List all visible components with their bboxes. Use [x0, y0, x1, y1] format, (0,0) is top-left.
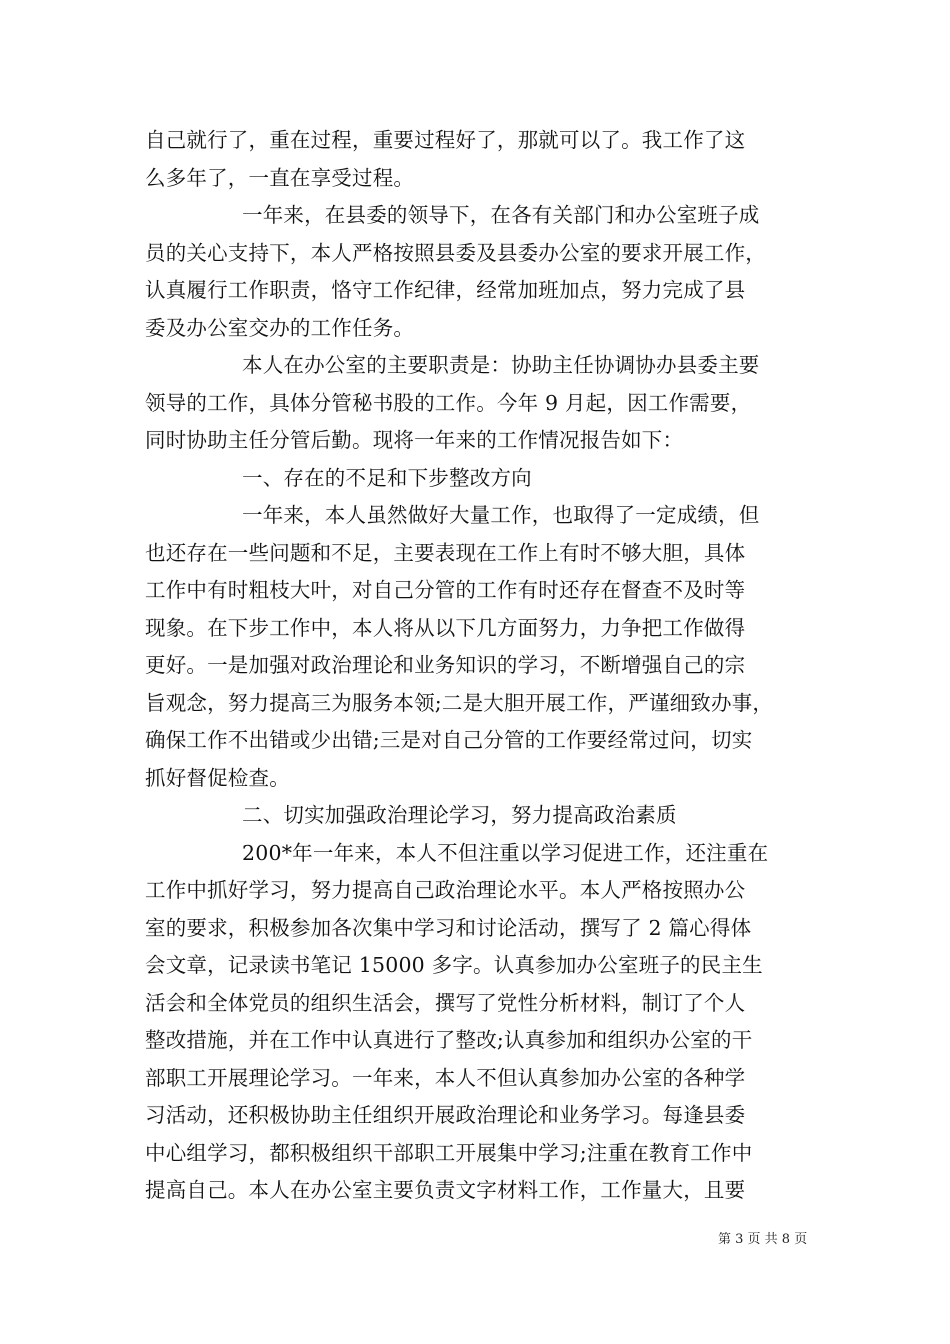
text-line: 自己就行了，重在过程，重要过程好了，那就可以了。我工作了这: [145, 128, 746, 152]
text-line: 部职工开展理论学习。一年来，本人不但认真参加办公室的各种学: [145, 1065, 746, 1090]
text-line: 提高自己。本人在办公室主要负责文字材料工作，工作量大，且要: [145, 1178, 746, 1202]
text-line: 活会和全体党员的组织生活会，撰写了党性分析材料，制订了个人: [145, 990, 746, 1015]
text-line: 领导的工作，具体分管秘书股的工作。今年 9 月起，因工作需要，: [145, 390, 752, 415]
text-line: 工作中有时粗枝大叶，对自己分管的工作有时还存在督查不及时等: [145, 578, 746, 602]
text-line: 会文章，记录读书笔记 15000 多字。认真参加办公室班子的民主生: [145, 953, 763, 977]
text-line: 同时协助主任分管后勤。现将一年来的工作情况报告如下：: [145, 428, 684, 452]
text-line: 工作中抓好学习，努力提高自己政治理论水平。本人严格按照办公: [145, 878, 746, 902]
text-line: 抓好督促检查。: [145, 765, 290, 790]
text-line: 一年来，在县委的领导下，在各有关部门和办公室班子成: [242, 203, 760, 227]
page-footer: 第 3 页 共 8 页: [718, 1232, 808, 1247]
text-line: 也还存在一些问题和不足，主要表现在工作上有时不够大胆，具体: [145, 540, 746, 565]
text-line: 现象。在下步工作中，本人将从以下几方面努力，力争把工作做得: [145, 615, 746, 640]
text-line: 中心组学习，都积极组织干部职工开展集中学习;注重在教育工作中: [145, 1140, 753, 1165]
text-line: 室的要求，积极参加各次集中学习和讨论活动，撰写了 2 篇心得体: [145, 915, 752, 940]
text-line: 确保工作不出错或少出错;三是对自己分管的工作要经常过问，切实: [145, 728, 753, 752]
text-line: 旨观念，努力提高三为服务本领;二是大胆开展工作，严谨细致办事，: [145, 690, 774, 715]
text-line: 本人在办公室的主要职责是：协助主任协调协办县委主要: [242, 353, 760, 377]
text-line: 一、存在的不足和下步整改方向: [242, 465, 532, 490]
body-text: [145, 122, 815, 1210]
text-line: 委及办公室交办的工作任务。: [145, 315, 415, 340]
text-line: 认真履行工作职责，恪守工作纪律，经常加班加点，努力完成了县: [145, 278, 746, 302]
text-line: 员的关心支持下，本人严格按照县委及县委办公室的要求开展工作，: [145, 240, 766, 265]
text-line: 200*年一年来，本人不但注重以学习促进工作，还注重在: [242, 840, 769, 865]
text-line: 更好。一是加强对政治理论和业务知识的学习，不断增强自己的宗: [145, 653, 746, 677]
text-line: 二、切实加强政治理论学习，努力提高政治素质: [242, 803, 677, 827]
text-line: 么多年了，一直在享受过程。: [145, 165, 415, 190]
text-line: 一年来，本人虽然做好大量工作，也取得了一定成绩，但: [242, 503, 760, 527]
text-line: 整改措施，并在工作中认真进行了整改;认真参加和组织办公室的干: [145, 1028, 753, 1052]
text-line: 习活动，还积极协助主任组织开展政治理论和业务学习。每逢县委: [145, 1103, 746, 1127]
